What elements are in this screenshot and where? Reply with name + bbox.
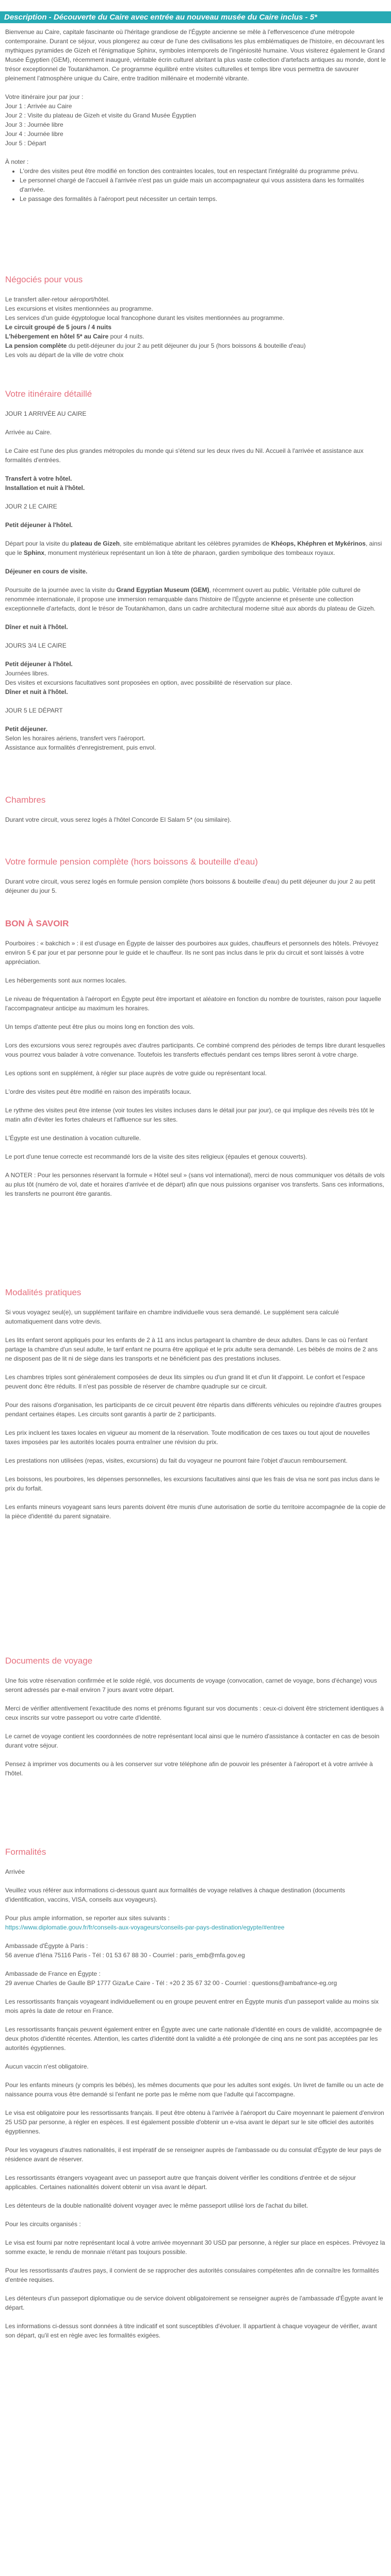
notes-list xyxy=(5,166,386,204)
included-hotel-rest: pour 4 nuits. xyxy=(108,333,144,340)
info-paragraph: Pensez à imprimer vos documents ou à les conserver sur votre téléphone afin de pouvoir les présenter à l'aéroport et à votre arrivée à l'hôtel. xyxy=(5,1760,373,1777)
page-title: Description - Découverte du Caire avec entrée au nouveau musée du Caire inclus - 5* xyxy=(0,11,391,23)
included-board-bold: La pension complète xyxy=(5,342,67,349)
practical-section xyxy=(5,1287,386,1655)
included-circuit: Le circuit groupé de 5 jours / 4 nuits xyxy=(5,324,112,331)
rooms-heading: Chambres xyxy=(5,795,46,805)
day-breakfast: Petit déjeuner à l'hôtel. xyxy=(5,521,73,529)
info-paragraph: Aucun vaccin n'est obligatoire. xyxy=(5,2063,89,2070)
day-block xyxy=(5,641,386,697)
info-paragraph: Lors des excursions vous serez regroupés avec d'autres participants. Ce combiné comprend des périodes de temps libre durant lesquelles vous pourrez vous balader à votre convenance. Toutefois les transferts effectués pendant ces temps libres seront à votre charge. xyxy=(5,1042,385,1058)
text-part: , récemment ouvert au public. Véritable pôle culturel de renommée internationale, il propose une immersion remarquable dans l'histoire de l'Égypte ancienne et présente une collection exceptionnelle d'artefacts, dont le trésor de Toutankhamon, dans un cadre architectural moderne situé aux abords du plateau de Gizeh. xyxy=(5,586,376,612)
day-title: JOUR 2 LE CAIRE xyxy=(5,503,57,510)
good-to-know-section xyxy=(5,918,386,1287)
note-item: • L'ordre des visites peut être modifié en fonction des contraintes locales, tout en respectant l'intégralité du programme prévu. xyxy=(20,166,386,176)
text-bold: Sphinx xyxy=(24,549,45,556)
day-block xyxy=(5,502,386,632)
included-hotel xyxy=(5,332,386,341)
info-paragraph: Les détenteurs de la double nationalité doivent voyager avec le même passeport utilisé lors de l'achat du billet. xyxy=(5,2202,308,2209)
included-hotel-bold: L'hébergement en hôtel 5* au Caire xyxy=(5,333,109,340)
itinerary-day: Jour 4 : Journée libre xyxy=(5,130,63,138)
day-text: Selon les horaires aériens, transfert vers l'aéroport. xyxy=(5,735,145,742)
text-part: , monument mystérieux représentant un lion à tête de pharaon, gardien symbolique des tombeaux royaux. xyxy=(44,549,335,556)
info-paragraph: Les ressortissants français voyageant individuellement ou en groupe peuvent entrer en Égypte munis d'un passeport valide au moins six mois après la date de retour en France. xyxy=(5,1998,379,2014)
good-to-know-heading: BON À SAVOIR xyxy=(5,919,69,928)
embassy-france xyxy=(5,1969,386,1988)
description-content xyxy=(0,23,391,2576)
itinerary-day: Jour 1 : Arrivée au Caire xyxy=(5,103,72,110)
text-part: , site emblématique abritant les célèbres pyramides de xyxy=(120,540,271,547)
info-paragraph: Le visa est obligatoire pour les ressortissants français. Il peut être obtenu à l'arrivée à l'aéroport du Caire moyennant le paiement d'environ 25 USD par personne, à régler en espèces. Il est également possible d'obtenir un e-visa avant le départ sur le site officiel des autorités égyptiennes. xyxy=(5,2109,384,2135)
day-title: JOUR 5 LE DÉPART xyxy=(5,707,63,714)
board-heading: Votre formule pension complète (hors boissons & bouteille d'eau) xyxy=(5,857,258,867)
itinerary-summary-title: Votre itinéraire jour par jour : xyxy=(5,93,84,100)
info-paragraph: Si vous voyagez seul(e), un supplément tarifaire en chambre individuelle vous sera demandé. Le supplément sera calculé automatiquement dans votre devis. xyxy=(5,1309,339,1325)
formalities-subtitle: Arrivée xyxy=(5,1868,25,1875)
day-title: JOUR 1 ARRIVÉE AU CAIRE xyxy=(5,410,87,417)
embassy-egypt xyxy=(5,1941,386,1960)
day-night: Dîner et nuit à l'hôtel. xyxy=(5,623,68,631)
day-block xyxy=(5,706,386,752)
formalities-heading: Formalités xyxy=(5,1847,46,1857)
info-paragraph: Les enfants mineurs voyageant sans leurs parents doivent être munis d'une autorisation de sortie du territoire accompagnée de la copie de la pièce d'identité du parent signataire. xyxy=(5,1503,386,1520)
itinerary-day: Jour 2 : Visite du plateau de Gizeh et visite du Grand Musée Égyptien xyxy=(5,112,196,119)
info-paragraph: L'Égypte est une destination à vocation culturelle. xyxy=(5,1134,141,1142)
info-paragraph: Les détenteurs d'un passeport diplomatique ou de service doivent obligatoirement se renseigner auprès de l'ambassade d'Égypte avant le départ. xyxy=(5,2295,383,2311)
info-paragraph: Les ressortissants étrangers voyageant avec un passeport autre que français doivent vérifier les conditions d'entrée et de séjour applicables. Certaines nationalités doivent obtenir un visa avant le départ. xyxy=(5,2174,356,2191)
included-item: Les services d'un guide égyptologue local francophone durant les visites mentionnées au programme. xyxy=(5,314,285,321)
practical-heading: Modalités pratiques xyxy=(5,1287,82,1297)
rooms-section xyxy=(5,794,386,856)
embassy-france-label: Ambassade de France en Égypte : xyxy=(5,1970,101,1977)
day-text xyxy=(5,585,386,613)
note-item: • Le personnel chargé de l'accueil à l'arrivée n'est pas un guide mais un accompagnateur qui vous assistera dans les formalités d'arrivée. xyxy=(20,176,386,194)
documents-heading: Documents de voyage xyxy=(5,1656,93,1666)
info-paragraph: Les prix incluent les taxes locales en vigueur au moment de la réservation. Toute modification de ces taxes ou tout ajout de nouvelles taxes imposées par les autorités locales pourra entraîner une révision du prix. xyxy=(5,1429,370,1446)
included-board xyxy=(5,341,386,350)
day-text: Le Caire est l'une des plus grandes métropoles du monde qui s'étend sur les deux rives du Nil. Accueil à l'arrivée et assistance aux formalités d'entrées. xyxy=(5,447,364,464)
included-heading: Négociés pour vous xyxy=(5,275,83,284)
info-paragraph: Merci de vérifier attentivement l'exactitude des noms et prénoms figurant sur vos documents : ceux-ci doivent être strictement identiques à ceux inscrits sur votre passeport ou votre carte d'identité. xyxy=(5,1705,384,1721)
info-paragraph: Pour les circuits organisés : xyxy=(5,2221,81,2228)
day-lunch: Déjeuner en cours de visite. xyxy=(5,568,88,575)
itinerary-day: Jour 3 : Journée libre xyxy=(5,121,63,128)
embassy-egypt-address: 56 avenue d'Iéna 75116 Paris - Tél : 01 53 67 88 30 - Courriel : paris_emb@mfa.gov.eg xyxy=(5,1952,245,1959)
info-paragraph: Le visa est fourni par notre représentant local à votre arrivée moyennant 30 USD par personne, à régler sur place en espèces. Prévoyez la somme exacte, le rendu de monnaie n'étant pas toujours possible. xyxy=(5,2239,385,2256)
included-board-rest: du petit-déjeuner du jour 2 au petit déjeuner du jour 5 (hors boissons & bouteille d'eau) xyxy=(67,342,306,349)
text-part: Départ pour la visite du xyxy=(5,540,71,547)
info-paragraph: Les lits enfant seront appliqués pour les enfants de 2 à 11 ans inclus partageant la chambre de deux adultes. Dans le cas où l'enfant partage la chambre d'un seul adulte, le tarif enfant ne pourra être appliqué et le prix adulte sera demandé. Les bébés de moins de 2 ans ne disposent pas de lit ni de siège dans les transports et ne bénéficient pas des prestations incluses. xyxy=(5,1336,378,1362)
day-breakfast: Petit déjeuner à l'hôtel. xyxy=(5,660,73,668)
info-paragraph: Le rythme des visites peut être intense (voir toutes les visites incluses dans le détail jour par jour), ce qui implique des réveils très tôt le matin afin d'éviter les fortes chaleurs et l'affluence sur les sites. xyxy=(5,1107,374,1123)
note-item: • Le passage des formalités à l'aéroport peut nécessiter un certain temps. xyxy=(20,194,386,204)
text-bold: Grand Egyptian Museum (GEM) xyxy=(116,586,209,594)
detailed-heading: Votre itinéraire détaillé xyxy=(5,389,92,399)
intro-section xyxy=(5,23,386,274)
included-section xyxy=(5,274,386,388)
info-paragraph: Pour les ressortissants d'autres pays, il convient de se rapprocher des autorités consulaires compétentes afin de connaître les formalités d'entrée requises. xyxy=(5,2267,379,2283)
embassy-egypt-label: Ambassade d'Égypte à Paris : xyxy=(5,1942,88,1950)
day-breakfast: Petit déjeuner. xyxy=(5,725,48,733)
notes-title: À noter : xyxy=(5,158,29,165)
info-paragraph: Les informations ci-dessus sont données à titre indicatif et sont susceptibles d'évoluer. Il appartient à chaque voyageur de vérifier, avant son départ, qu'il est en règle avec les formalités exigées. xyxy=(5,2323,377,2339)
info-paragraph: Pour des raisons d'organisation, les participants de ce circuit peuvent être répartis dans différents véhicules ou rejoindre d'autres groupes pendant certaines étapes. Les circuits sont garantis à partir de 2 participants. xyxy=(5,1401,382,1418)
info-paragraph: Le port d'une tenue correcte est recommandé lors de la visite des sites religieux (épaules et genoux couverts). xyxy=(5,1153,307,1160)
text-bold: Khéops, Khéphren et Mykérinos xyxy=(271,540,366,547)
itinerary-day: Jour 5 : Départ xyxy=(5,140,46,147)
day-block xyxy=(5,409,386,493)
board-section xyxy=(5,856,386,918)
day-text: Assistance aux formalités d'enregistrement, puis envol. xyxy=(5,744,156,751)
info-paragraph: Les prestations non utilisées (repas, visites, excursions) du fait du voyageur ne pourront faire l'objet d'aucun remboursement. xyxy=(5,1457,348,1464)
intro-paragraph: Bienvenue au Caire, capitale fascinante où l'héritage grandiose de l'Égypte ancienne se mêle à l'effervescence d'une métropole contemporaine. Durant ce séjour, vous plongerez au cœur de l'une des civilisations les plus emblématiques de l'histoire, en découvrant les mythiques pyramides de Gizeh et l'énigmatique Sphinx, symboles intemporels de l'ingéniosité humaine. Vous visiterez également le Grand Musée Égyptien (GEM), récemment inauguré, véritable écrin culturel abritant la plus vaste collection d'artefacts antiques au monde, dont le trésor exceptionnel de Toutankhamon. Ce programme équilibré entre visites culturelles et temps libre vous permettra de savourer pleinement l'atmosphère unique du Caire, entre tradition millénaire et modernité vibrante. xyxy=(5,28,386,82)
info-paragraph: Les hébergements sont aux normes locales. xyxy=(5,977,127,984)
info-paragraph: Pour les voyageurs d'autres nationalités, il est impératif de se renseigner auprès de l'ambassade ou du consulat d'Égypte de leur pays de résidence avant de réserver. xyxy=(5,2146,382,2163)
info-paragraph: Les boissons, les pourboires, les dépenses personnelles, les excursions facultatives ainsi que les frais de visa ne sont pas inclus dans le prix du forfait. xyxy=(5,1476,380,1492)
info-paragraph: Veuillez vous référer aux informations ci-dessous quant aux formalités de voyage relatives à chaque destination (documents d'identification, vaccins, VISA, conseils aux voyageurs). xyxy=(5,1887,346,1903)
itinerary-summary xyxy=(5,92,386,148)
day-title: JOURS 3/4 LE CAIRE xyxy=(5,642,67,649)
day-text: Arrivée au Caire. xyxy=(5,429,52,436)
rooms-text: Durant votre circuit, vous serez logés à l'hôtel Concorde El Salam 5* (ou similaire). xyxy=(5,816,232,823)
info-paragraph: Une fois votre réservation confirmée et le solde réglé, vos documents de voyage (convocation, carnet de voyage, bons d'échange) vous seront adressés par e-mail environ 7 jours avant votre départ. xyxy=(5,1677,377,1693)
day-text: Des visites et excursions facultatives sont proposées en option, avec possibilité de réservation sur place. xyxy=(5,679,292,686)
info-paragraph: Pour les enfants mineurs (y compris les bébés), les mêmes documents que pour les adultes sont exigés. Un livret de famille ou un acte de naissance pourra vous être demandé si l'enfant ne porte pas le même nom que l'adulte qui l'accompagne. xyxy=(5,2081,384,2098)
day-text: Journées libres. xyxy=(5,670,49,677)
info-paragraph: Le carnet de voyage contient les coordonnées de notre représentant local ainsi que le numéro d'assistance à contacter en cas de besoin durant votre séjour. xyxy=(5,1733,380,1749)
sites-label: Pour plus ample information, se reporter aux sites suivants : xyxy=(5,1914,170,1922)
day-night: Installation et nuit à l'hôtel. xyxy=(5,484,85,492)
embassy-france-address: 29 avenue Charles de Gaulle BP 1777 Giza/Le Caire - Tél : +20 2 35 67 32 00 - Courriel : questions@ambafrance-eg.org xyxy=(5,1979,337,1987)
included-item: Le transfert aller-retour aéroport/hôtel. xyxy=(5,296,110,303)
info-paragraph: A NOTER : Pour les personnes réservant la formule « Hôtel seul » (sans vol international), merci de nous communiquer vos détails de vols au plus tôt (numéro de vol, date et horaires d'arrivée et de départ) afin que nous puissions organiser vos transferts. Sans ces informations, les transferts ne pourront être garantis. xyxy=(5,1172,385,1197)
day-night: Dîner et nuit à l'hôtel. xyxy=(5,688,68,696)
text-part: Poursuite de la journée avec la visite du xyxy=(5,586,117,594)
day-text xyxy=(5,539,386,557)
diplomatie-link[interactable]: https://www.diplomatie.gouv.fr/fr/conseils-aux-voyageurs/conseils-par-pays-destination/egypte/#entree xyxy=(5,1924,285,1931)
info-paragraph: Les chambres triples sont généralement composées de deux lits simples ou d'un grand lit et d'un lit d'appoint. Le confort et l'espace peuvent donc être réduits. Il n'est pas possible de réserver de chambre quadruple sur ce circuit. xyxy=(5,1374,365,1390)
info-paragraph: Les ressortissants français peuvent également entrer en Égypte avec une carte nationale d'identité en cours de validité, accompagnée de deux photos d'identité récentes. Attention, les cartes d'identité dont la validité a été prolongée de cinq ans ne sont pas acceptées par les autorités égyptiennes. xyxy=(5,2026,382,2052)
info-paragraph: Pourboires : « bakchich » : il est d'usage en Égypte de laisser des pourboires aux guides, chauffeurs et personnels des hôtels. Prévoyez environ 5 € par jour et par personne pour le guide et le chauffeur. Ils ne sont pas inclus dans le prix du circuit et sont laissés à votre appréciation. xyxy=(5,940,379,965)
day-transfer: Transfert à votre hôtel. xyxy=(5,475,72,482)
included-flights: Les vols au départ de la ville de votre choix xyxy=(5,351,124,359)
text-part: , ainsi que le xyxy=(5,540,382,556)
formalities-section xyxy=(5,1846,386,2575)
included-item: Les excursions et visites mentionnées au programme. xyxy=(5,305,153,312)
info-paragraph: Les options sont en supplément, à régler sur place auprès de votre guide ou représentant local. xyxy=(5,1070,267,1077)
info-paragraph: Un temps d'attente peut être plus ou moins long en fonction des vols. xyxy=(5,1023,195,1030)
info-paragraph: Le niveau de fréquentation à l'aéroport en Égypte peut être important et aléatoire en fonction du nombre de touristes, raison pour laquelle l'accompagnateur anticipe au maximum les horaires. xyxy=(5,995,381,1012)
documents-section xyxy=(5,1655,386,1846)
text-bold: plateau de Gizeh xyxy=(70,540,120,547)
info-paragraph: L'ordre des visites peut être modifié en raison des impératifs locaux. xyxy=(5,1088,192,1095)
board-text: Durant votre circuit, vous serez logés en formule pension complète (hors boissons & bouteille d'eau) du petit déjeuner du jour 2 au petit déjeuner du jour 5. xyxy=(5,878,376,894)
detailed-itinerary-section xyxy=(5,388,386,794)
